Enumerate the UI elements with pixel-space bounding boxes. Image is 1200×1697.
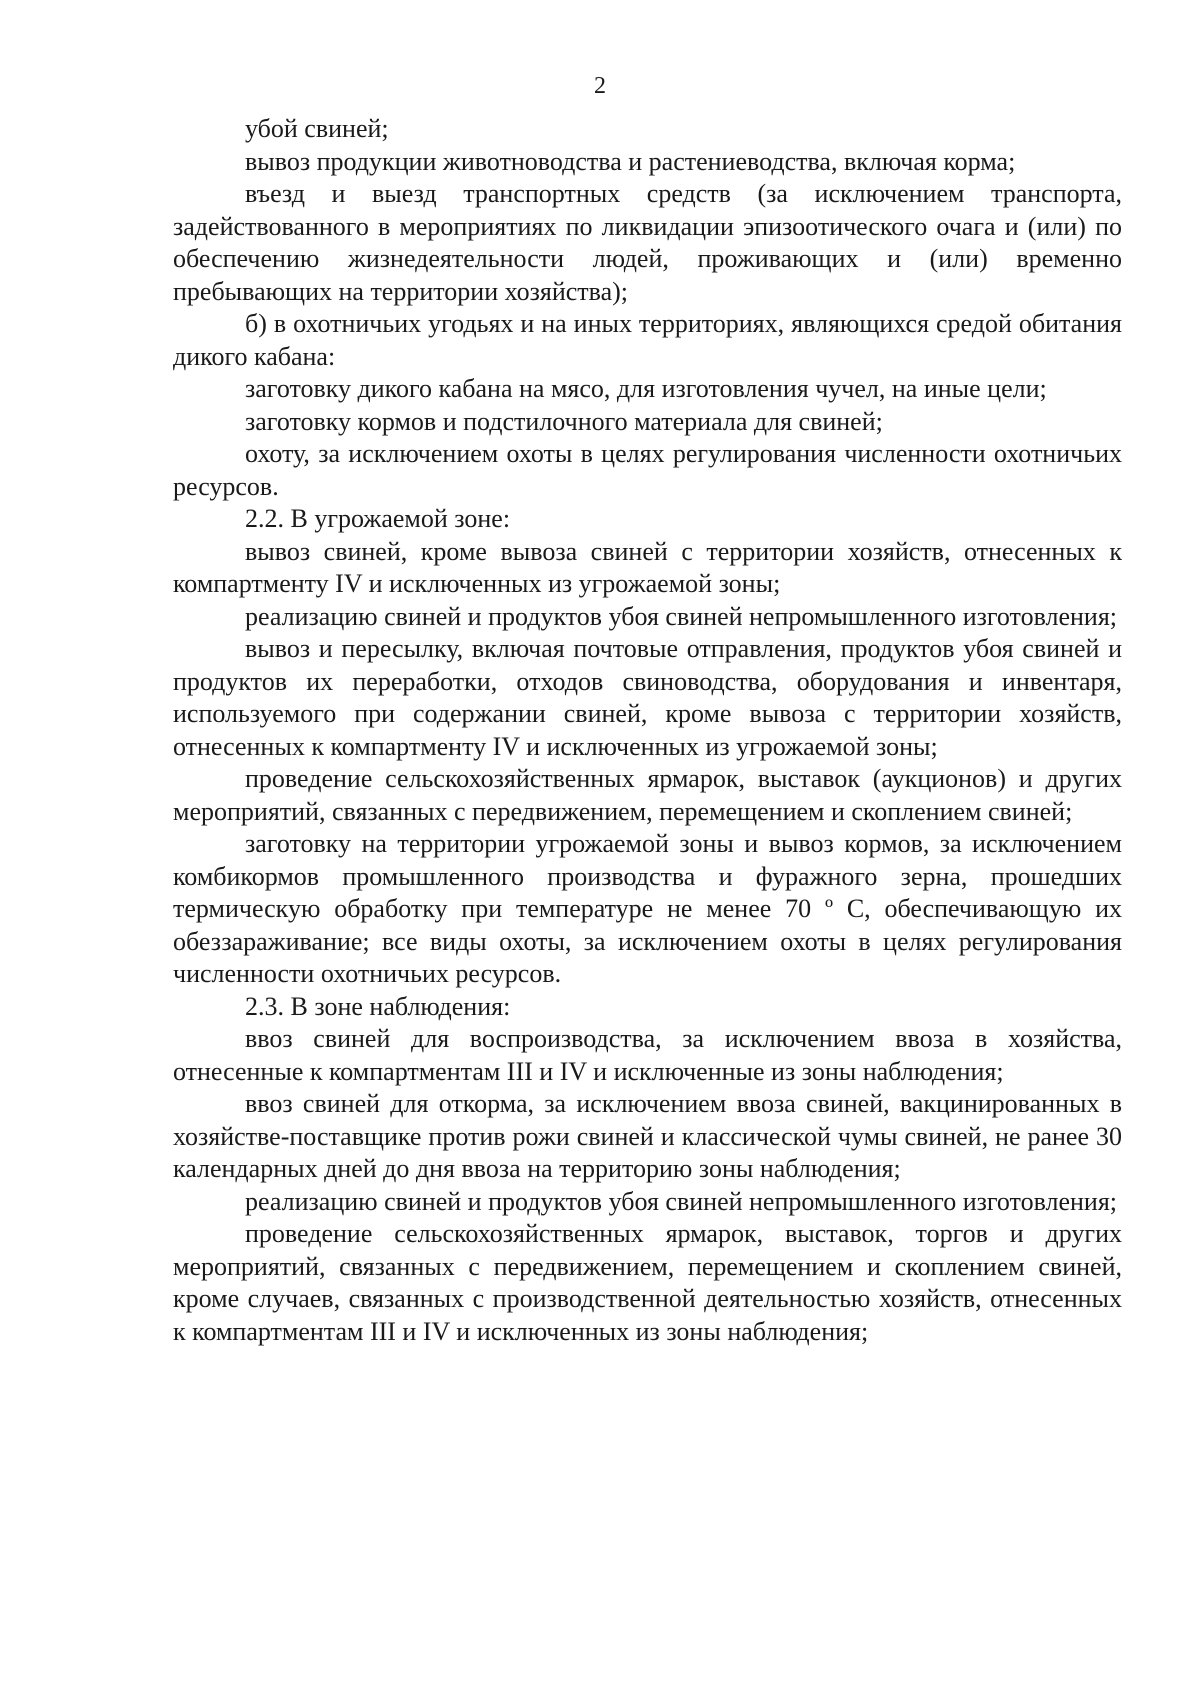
paragraph: вывоз свиней, кроме вывоза свиней с территории хозяйств, отнесенных к компартменту IV и исключенных из угрожаемой зоны; — [173, 536, 1122, 598]
document-body — [173, 113, 1122, 1348]
paragraph: заготовку дикого кабана на мясо, для изготовления чучел, на иные цели; — [245, 374, 1047, 403]
paragraph: въезд и выезд транспортных средств (за исключением транспорта, задействованного в мероприятиях по ликвидации эпизоотического очага и (или) по обеспечению жизнедеятельности людей, проживающих и (или) временно пребывающих на территории хозяйства); — [173, 179, 1122, 306]
section-heading: 2.3. В зоне наблюдения: — [245, 991, 511, 1021]
paragraph: охоту, за исключением охоты в целях регулирования численности охотничьих ресурсов. — [173, 439, 1122, 501]
paragraph: убой свиней; — [245, 114, 389, 143]
paragraph: реализацию свиней и продуктов убоя свиней непромышленного изготовления; — [245, 1186, 1118, 1216]
paragraph: вывоз и пересылку, включая почтовые отправления, продуктов убоя свиней и продуктов их переработки, отходов свиноводства, оборудования и инвентаря, используемого при содержании свиней, кроме вывоза с территории хозяйств, отнесенных к компартменту IV и исключенных из угрожаемой зоны; — [173, 634, 1122, 761]
paragraph: проведение сельскохозяйственных ярмарок, выставок (аукционов) и других мероприятий, связанных с передвижением, перемещением и скоплением свиней; — [173, 764, 1122, 826]
paragraph: ввоз свиней для воспроизводства, за исключением ввоза в хозяйства, отнесенные к компартментам III и IV и исключенные из зоны наблюдения; — [173, 1024, 1122, 1086]
paragraph: проведение сельскохозяйственных ярмарок, выставок, торгов и других мероприятий, связанных с передвижением, перемещением и скоплением свиней, кроме случаев, связанных с производственной деятельностью хозяйств, отнесенных к компартментам III и IV и исключенных из зоны наблюдения; — [173, 1219, 1122, 1346]
page-number: 2 — [594, 73, 606, 99]
paragraph: заготовку на территории угрожаемой зоны и вывоз кормов, за исключением комбикормов промышленного производства и фуражного зерна, прошедших термическую обработку при температуре не менее 70 º С, обеспечивающую их обеззараживание; все виды охоты, за исключением охоты в целях регулирования численности охотничьих ресурсов. — [173, 829, 1122, 988]
paragraph: реализацию свиней и продуктов убоя свиней непромышленного изготовления; — [245, 601, 1118, 631]
section-heading: 2.2. В угрожаемой зоне: — [245, 504, 511, 533]
paragraph: вывоз продукции животноводства и растениеводства, включая корма; — [245, 146, 1016, 176]
paragraph: б) в охотничьих угодьях и на иных территориях, являющихся средой обитания дикого кабана: — [173, 309, 1122, 371]
paragraph: заготовку кормов и подстилочного материала для свиней; — [245, 406, 883, 436]
paragraph: ввоз свиней для откорма, за исключением ввоза свиней, вакцинированных в хозяйстве-поставщике против рожи свиней и классической чумы свиней, не ранее 30 календарных дней до дня ввоза на территорию зоны наблюдения; — [173, 1089, 1122, 1183]
